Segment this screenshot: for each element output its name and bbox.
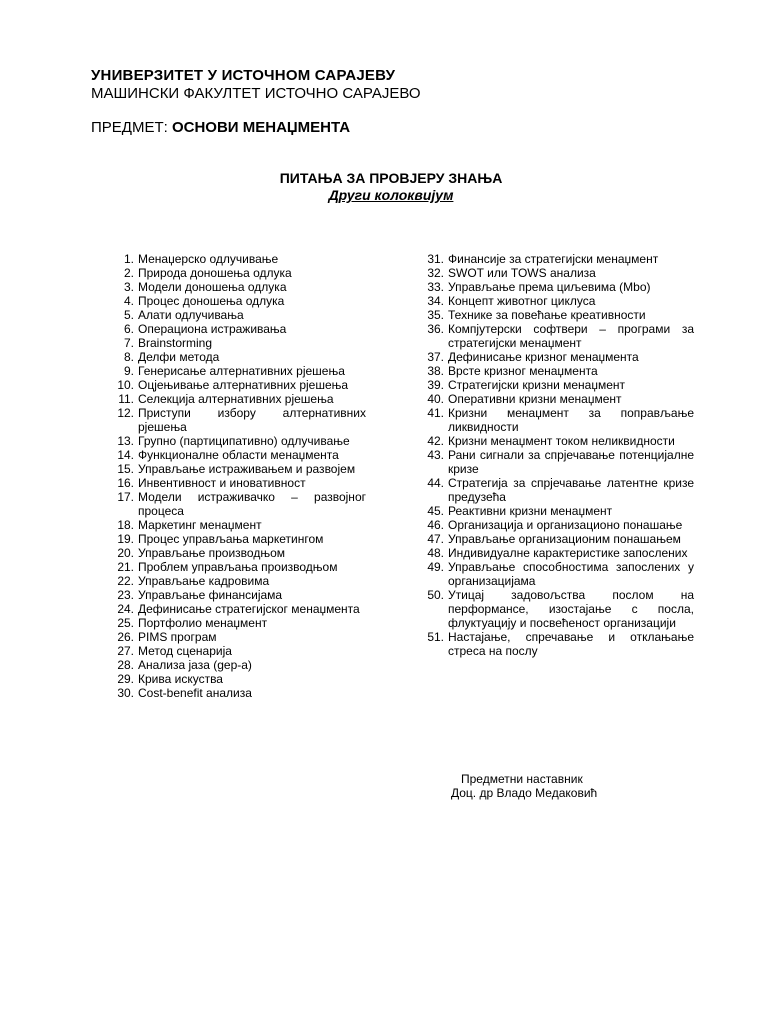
question-number: 42. [427, 434, 444, 448]
question-item [111, 280, 366, 294]
question-number: 9. [123, 364, 134, 378]
question-number: 19. [117, 532, 134, 546]
question-item [111, 658, 366, 672]
question-number: 51. [427, 630, 444, 644]
university-name: УНИВЕРЗИТЕТ У ИСТОЧНОМ САРАЈЕВУ [91, 67, 396, 84]
question-item [111, 602, 366, 616]
question-number: 50. [427, 588, 444, 602]
question-item [420, 434, 694, 448]
question-item [111, 462, 366, 476]
question-text: Организација и организационо понашање [448, 518, 683, 532]
question-item [420, 308, 694, 322]
question-number: 6. [123, 322, 134, 336]
question-text: Модели истраживачко – развојног процеса [138, 490, 366, 518]
question-item [420, 280, 694, 294]
question-item [111, 644, 366, 658]
question-text: Управљање организационим понашањем [448, 532, 681, 546]
question-text: Проблем управљања производњом [138, 560, 338, 574]
question-number: 27. [117, 644, 134, 658]
question-number: 22. [117, 574, 134, 588]
question-number: 40. [427, 392, 444, 406]
question-text: Управљање способностима запослених у организацијама [448, 560, 694, 588]
question-list-right [420, 252, 694, 658]
signature-role: Предметни наставник [461, 772, 583, 786]
question-text: Дефинисање стратегијског менаџмента [138, 602, 360, 616]
question-text: PIMS програм [138, 630, 217, 644]
subject-name: ОСНОВИ МЕНАЏМЕНТА [171, 119, 351, 136]
question-item [111, 630, 366, 644]
question-item [111, 518, 366, 532]
question-item [420, 406, 694, 434]
question-text: Дефинисање кризног менаџмента [448, 350, 639, 364]
question-item [420, 448, 694, 476]
question-text: Инвентивност и иновативност [138, 476, 306, 490]
question-item [111, 266, 366, 280]
question-number: 12. [117, 406, 134, 420]
question-number: 18. [117, 518, 134, 532]
question-item [420, 378, 694, 392]
question-text: Врсте кризног менаџмента [448, 364, 598, 378]
question-text: Менаџерско одлучивање [138, 252, 279, 266]
question-text: Операциона истраживања [138, 322, 287, 336]
question-text: Финансије за стратегијски менаџмент [448, 252, 659, 266]
question-item [420, 504, 694, 518]
question-list-left [111, 252, 366, 700]
question-text: Концепт животног циклуса [448, 294, 596, 308]
question-item [111, 476, 366, 490]
question-number: 46. [427, 518, 444, 532]
question-number: 36. [427, 322, 444, 336]
question-number: 34. [427, 294, 444, 308]
question-text: Стратегијски кризни менаџмент [448, 378, 626, 392]
page-subtitle: Други колоквијум [328, 187, 454, 203]
question-number: 38. [427, 364, 444, 378]
subject-label: ПРЕДМЕТ: [91, 119, 168, 136]
question-number: 39. [427, 378, 444, 392]
question-number: 14. [117, 448, 134, 462]
question-item [111, 560, 366, 574]
question-item [111, 364, 366, 378]
question-text: Управљање производњом [138, 546, 285, 560]
question-text: Алати одлучивања [138, 308, 244, 322]
question-text: Модели доношења одлука [138, 280, 287, 294]
question-item [111, 378, 366, 392]
question-text: Анализа јаза (gep-а) [138, 658, 252, 672]
question-number: 2. [123, 266, 134, 280]
question-text: Рани сигнали за спрјечавање потенцијалне кризе [448, 448, 694, 476]
question-text: Компјутерски софтвери – програми за стратегијски менаџмент [448, 322, 694, 350]
question-text: Управљање кадровима [138, 574, 270, 588]
question-number: 10. [117, 378, 134, 392]
question-item [111, 252, 366, 266]
question-number: 24. [117, 602, 134, 616]
question-item [111, 490, 366, 518]
question-text: Приступи избору алтернативних рјешења [138, 406, 366, 434]
question-text: Групно (партиципативно) одлучивање [138, 434, 350, 448]
page-title: ПИТАЊА ЗА ПРОВЈЕРУ ЗНАЊА [279, 170, 503, 186]
question-text: Настајање, спречавање и отклањање стреса на послу [448, 630, 694, 658]
question-text: Крива искуства [138, 672, 223, 686]
subject-line [91, 119, 350, 136]
question-item [420, 322, 694, 350]
question-text: Генерисање алтернативних рјешења [138, 364, 345, 378]
question-number: 1. [123, 252, 134, 266]
question-number: 16. [117, 476, 134, 490]
question-number: 37. [427, 350, 444, 364]
question-text: Маркетинг менаџмент [138, 518, 262, 532]
question-item [111, 294, 366, 308]
question-item [420, 350, 694, 364]
question-number: 23. [117, 588, 134, 602]
question-number: 31. [427, 252, 444, 266]
question-item [420, 532, 694, 546]
question-text: Кризни менаџмент за поправљање ликвидности [448, 406, 694, 434]
question-item [420, 546, 694, 560]
question-number: 45. [427, 504, 444, 518]
question-text: Стратегија за спрјечавање латентне кризе предузећа [448, 476, 694, 504]
question-number: 17. [117, 490, 134, 504]
question-number: 44. [427, 476, 444, 490]
question-number: 29. [117, 672, 134, 686]
question-text: SWOT или TOWS анализа [448, 266, 596, 280]
question-item [111, 434, 366, 448]
question-number: 32. [427, 266, 444, 280]
question-text: Кризни менаџмент током неликвидности [448, 434, 675, 448]
question-item [111, 672, 366, 686]
question-number: 25. [117, 616, 134, 630]
question-text: Управљање према циљевима (Mbo) [448, 280, 651, 294]
question-item [420, 364, 694, 378]
question-number: 13. [117, 434, 134, 448]
question-item [111, 588, 366, 602]
question-text: Технике за повећање креативности [448, 308, 646, 322]
question-number: 48. [427, 546, 444, 560]
question-number: 35. [427, 308, 444, 322]
question-item [111, 686, 366, 700]
question-text: Портфолио менаџмент [138, 616, 268, 630]
question-number: 33. [427, 280, 444, 294]
question-item [111, 350, 366, 364]
question-number: 49. [427, 560, 444, 574]
question-number: 5. [123, 308, 134, 322]
question-number: 30. [117, 686, 134, 700]
question-item [420, 588, 694, 630]
question-item [420, 392, 694, 406]
question-number: 7. [123, 336, 134, 350]
question-text: Brainstorming [138, 336, 213, 350]
question-text: Оцјењивање алтернативних рјешења [138, 378, 349, 392]
faculty-name: МАШИНСКИ ФАКУЛТЕТ ИСТОЧНО САРАЈЕВО [91, 85, 421, 102]
question-text: Селекција алтернативних рјешења [138, 392, 334, 406]
question-number: 8. [123, 350, 134, 364]
question-number: 20. [117, 546, 134, 560]
question-item [420, 630, 694, 658]
question-item [420, 252, 694, 266]
question-number: 41. [427, 406, 444, 420]
question-text: Утицај задовољства послом на перформансе, изостајање с посла, флуктуацију и посвећеност организацији [448, 588, 694, 630]
question-item [111, 574, 366, 588]
question-item [111, 546, 366, 560]
question-item [420, 518, 694, 532]
question-item [420, 294, 694, 308]
question-text: Делфи метода [138, 350, 220, 364]
question-number: 4. [123, 294, 134, 308]
question-number: 15. [117, 462, 134, 476]
signature-name: Доц. др Владо Медаковић [451, 786, 598, 800]
question-item [111, 532, 366, 546]
question-text: Функционалне области менаџмента [138, 448, 339, 462]
question-item [111, 336, 366, 350]
question-text: Оперативни кризни менаџмент [448, 392, 622, 406]
question-number: 3. [123, 280, 134, 294]
question-text: Cost-benefit анализа [138, 686, 252, 700]
question-number: 11. [118, 392, 134, 406]
question-number: 28. [117, 658, 134, 672]
question-item [111, 616, 366, 630]
question-item [111, 406, 366, 434]
question-text: Реактивни кризни менаџмент [448, 504, 613, 518]
question-item [420, 560, 694, 588]
question-item [420, 476, 694, 504]
question-number: 47. [427, 532, 444, 546]
question-item [111, 308, 366, 322]
question-text: Управљање финансијама [138, 588, 283, 602]
question-text: Управљање истраживањем и развојем [138, 462, 356, 476]
question-text: Индивидуалне карактеристике запослених [448, 546, 688, 560]
question-item [111, 392, 366, 406]
question-text: Природа доношења одлука [138, 266, 292, 280]
question-item [111, 448, 366, 462]
question-number: 26. [117, 630, 134, 644]
question-text: Процес доношења одлука [138, 294, 285, 308]
question-text: Процес управљања маркетингом [138, 532, 324, 546]
question-text: Метод сценарија [138, 644, 232, 658]
question-number: 43. [427, 448, 444, 462]
question-number: 21. [117, 560, 134, 574]
question-item [111, 322, 366, 336]
question-item [420, 266, 694, 280]
